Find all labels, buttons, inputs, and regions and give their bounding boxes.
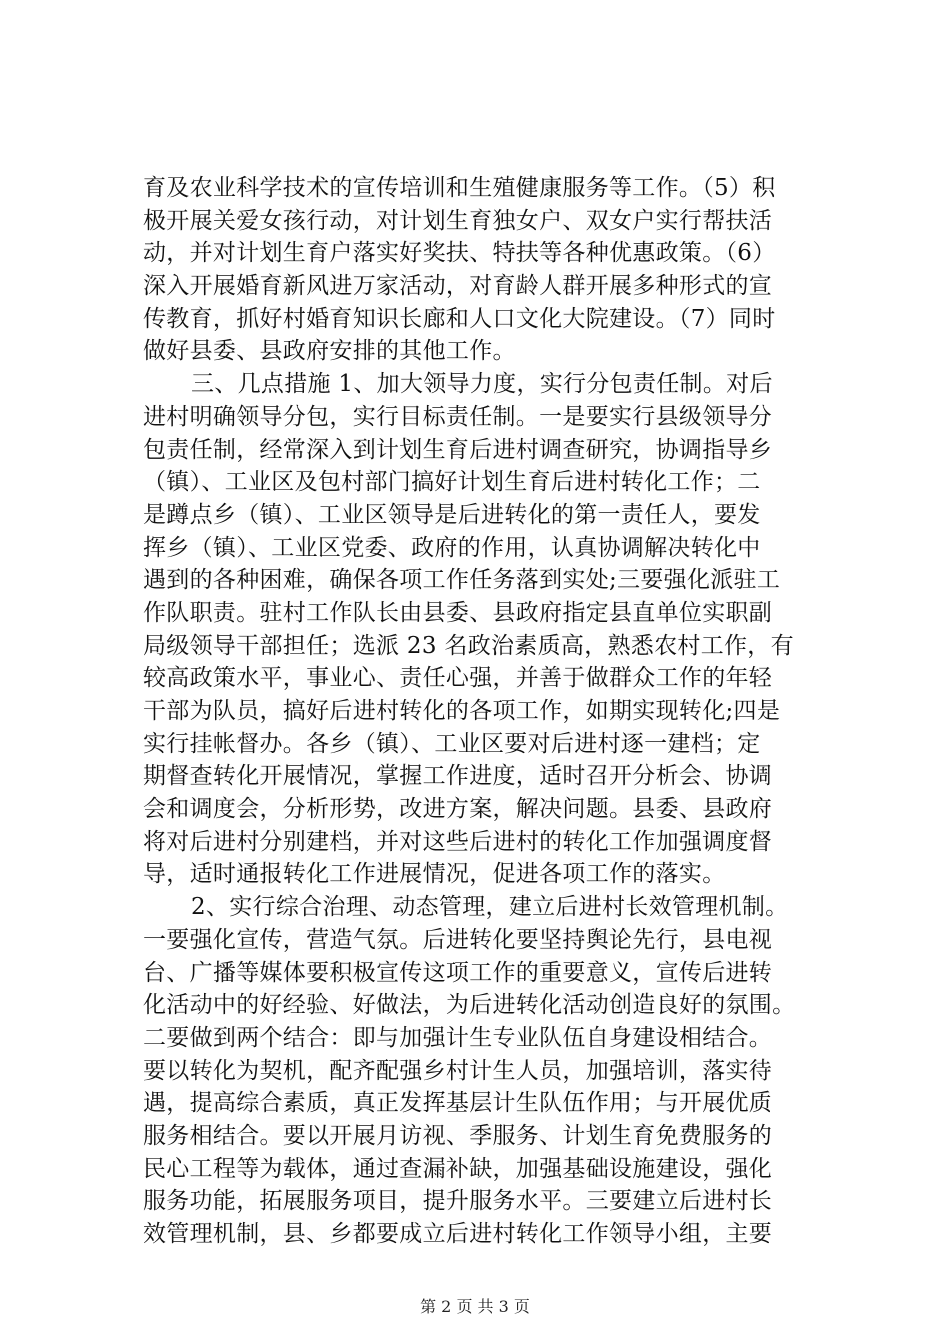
page-footer: 第 2 页 共 3 页 xyxy=(420,1297,530,1316)
text-line: 遇，提高综合素质，真正发挥基层计生队伍作用；与开展优质 xyxy=(143,1090,773,1117)
paragraph-start-line: 2、实行综合治理、动态管理，建立后进村长效管理机制。 xyxy=(191,894,789,921)
text-line: 作队职责。驻村工作队长由县委、县政府指定县直单位实职副 xyxy=(143,599,773,626)
text-line: 民心工程等为载体，通过查漏补缺，加强基础设施建设，强化 xyxy=(143,1155,773,1182)
text-line: 动，并对计划生育户落实好奖扶、特扶等各种优惠政策。（6） xyxy=(143,240,776,267)
text-line: 干部为队员，搞好后进村转化的各项工作，如期实现转化;四是 xyxy=(143,698,781,724)
text-line: 效管理机制，县、乡都要成立后进村转化工作领导小组，主要 xyxy=(143,1221,773,1247)
text-line: 期督查转化开展情况，掌握工作进度，适时召开分析会、协调 xyxy=(143,763,773,790)
text-line: 做好县委、县政府安排的其他工作。 xyxy=(143,338,516,365)
text-line: 服务相结合。要以开展月访视、季服务、计划生育免费服务的 xyxy=(143,1122,773,1149)
text-line: 进村明确领导分包，实行目标责任制。一是要实行县级领导分 xyxy=(143,403,773,430)
text-line: 台、广播等媒体要积极宣传这项工作的重要意义，宣传后进转 xyxy=(143,959,773,986)
text-line: 二要做到两个结合：即与加强计生专业队伍自身建设相结合。 xyxy=(143,1024,773,1051)
text-line: 是蹲点乡（镇）、工业区领导是后进转化的第一责任人，要发 xyxy=(143,501,761,528)
text-line: 服务功能，拓展服务项目，提升服务水平。三要建立后进村长 xyxy=(143,1188,773,1215)
text-line: （镇）、工业区及包村部门搞好计划生育后进村转化工作；二 xyxy=(143,469,761,496)
text-line: 挥乡（镇）、工业区党委、政府的作用，认真协调解决转化中 xyxy=(143,534,761,561)
text-line: 极开展关爱女孩行动，对计划生育独女户、双女户实行帮扶活 xyxy=(143,207,773,234)
text-line: 传教育，抓好村婚育知识长廊和人口文化大院建设。（7）同时 xyxy=(143,305,776,332)
text-line: 会和调度会，分析形势，改进方案，解决问题。县委、县政府 xyxy=(143,796,773,823)
text-line: 遇到的各种困难，确保各项工作任务落到实处;三要强化派驻工 xyxy=(143,567,781,594)
text-line: 将对后进村分别建档，并对这些后进村的转化工作加强调度督 xyxy=(143,828,773,855)
text-line: 要以转化为契机，配齐配强乡村计生人员，加强培训，落实待 xyxy=(143,1057,773,1084)
text-line: 育及农业科学技术的宣传培训和生殖健康服务等工作。（5）积 xyxy=(143,175,776,201)
text-line: 一要强化宣传，营造气氛。后进转化要坚持舆论先行，县电视 xyxy=(143,926,773,953)
text-line: 包责任制，经常深入到计划生育后进村调查研究，协调指导乡 xyxy=(143,436,773,463)
text-line: 局级领导干部担任；选派 23 名政治素质高，熟悉农村工作，有 xyxy=(143,632,794,659)
text-line: 较高政策水平，事业心、责任心强，并善于做群众工作的年轻 xyxy=(143,665,773,692)
document-body xyxy=(143,172,815,1251)
text-line: 实行挂帐督办。各乡（镇）、工业区要对后进村逐一建档；定 xyxy=(143,730,761,757)
text-line: 化活动中的好经验、好做法，为后进转化活动创造良好的氛围。 xyxy=(143,992,796,1019)
text-line: 深入开展婚育新风进万家活动，对育龄人群开展多种形式的宣 xyxy=(143,273,773,300)
paragraph-start-line: 三、几点措施 1、加大领导力度，实行分包责任制。对后 xyxy=(191,371,773,398)
text-line: 导，适时通报转化工作进展情况，促进各项工作的落实。 xyxy=(143,861,726,888)
